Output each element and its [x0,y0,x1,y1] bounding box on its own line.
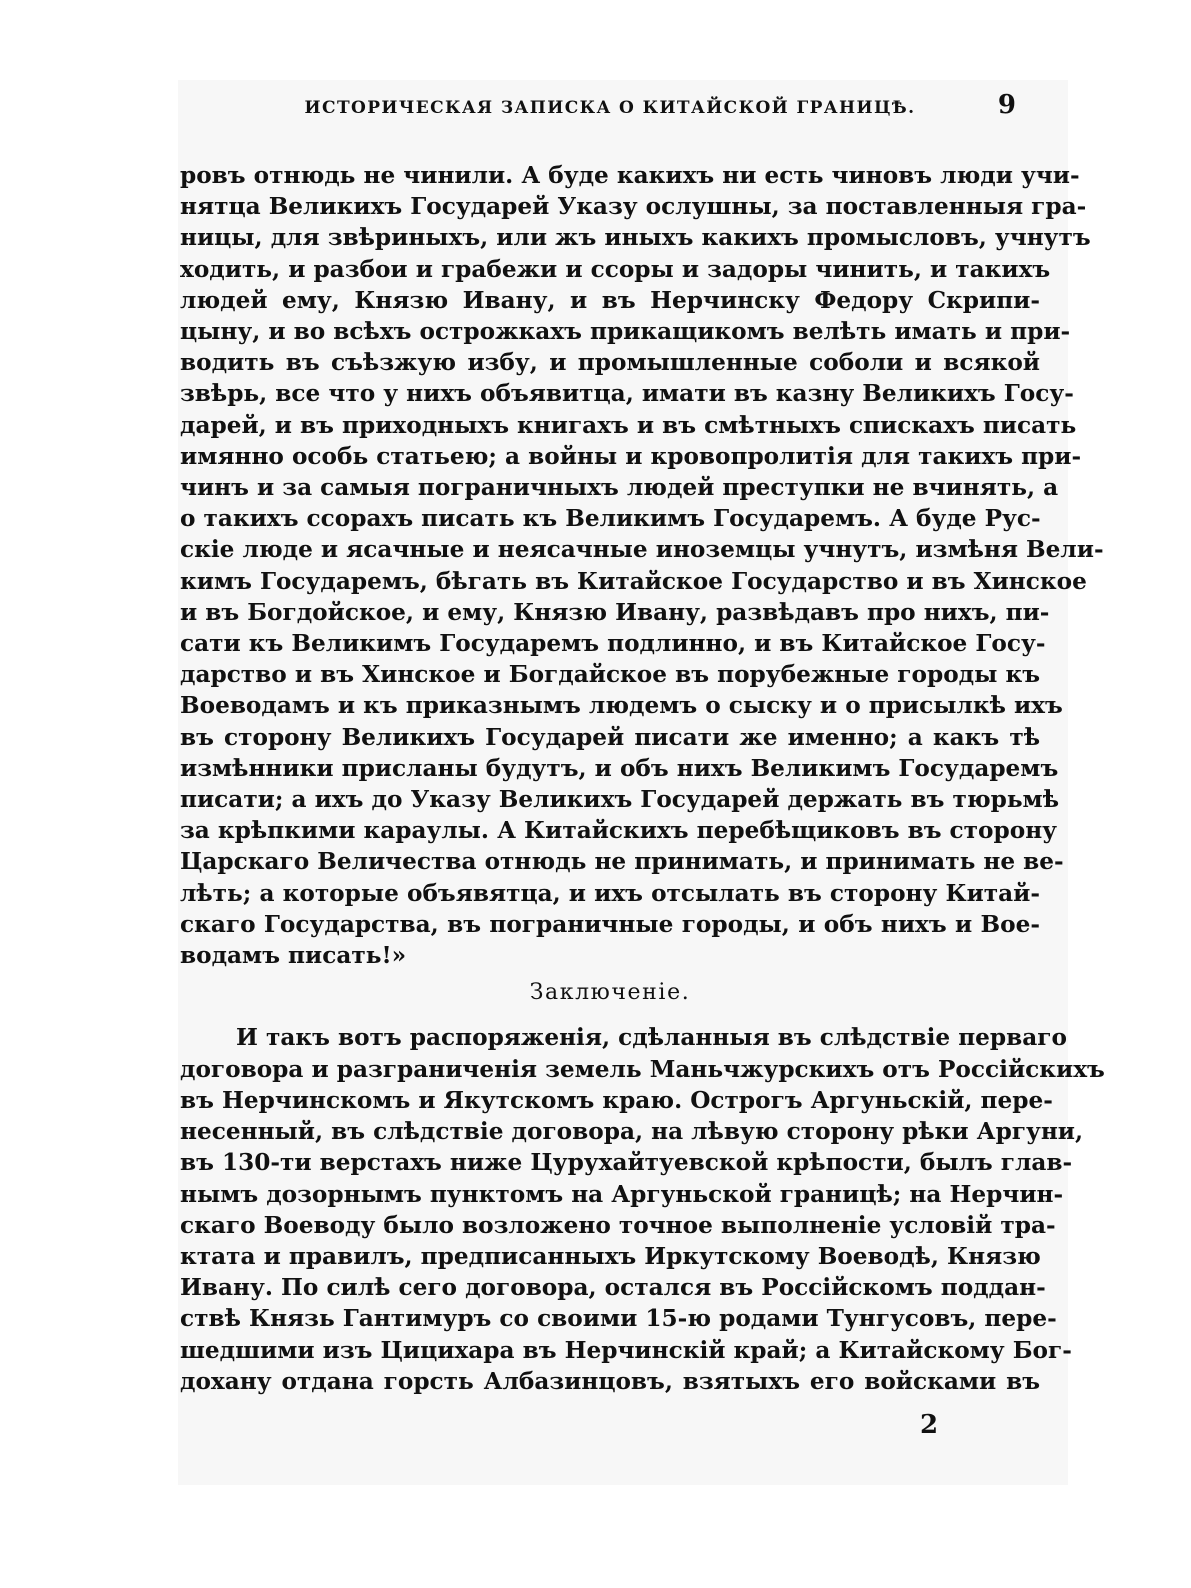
text-line: ктата и правилъ, предписанныхъ Иркутскому Воеводѣ, Князю [180,1242,1041,1270]
text-line: сати къ Великимъ Государемъ подлинно, и въ Китайское Госу- [180,630,1046,658]
text-line: въ 130-ти верстахъ ниже Цурухайтуевской крѣпости, былъ глав- [180,1149,1073,1177]
text-line: кимъ Государемъ, бѣгать въ Китайское Государство и въ Хинское [180,567,1087,595]
text-line: нымъ дозорнымъ пунктомъ на Аргуньской границѣ; на Нерчин- [180,1180,1064,1208]
body-text [180,160,1105,1397]
text-line: людей ему, Князю Ивану, и въ Нерчинску Федору Скрипи- [180,286,1040,314]
paragraph-2 [180,1022,1105,1396]
text-line: шедшими изъ Цицихара въ Нерчинскій край; а Китайскому Бог- [180,1336,1072,1364]
text-line: скаго Государства, въ пограничные городы, и объ нихъ и Вое- [180,910,1040,938]
text-line: въ Нерчинскомъ и Якутскомъ краю. Острогъ Аргуньскій, пере- [180,1086,1053,1114]
text-line: нятца Великихъ Государей Указу ослушны, за поставленныя гра- [180,193,1087,221]
text-line: за крѣпкими караулы. А Китайскихъ перебѣщиковъ въ сторону [180,817,1058,845]
text-line: водамъ писать!» [180,942,407,970]
text-line: цыну, и во всѣхъ острожкахъ прикащикомъ велѣть имать и при- [180,318,1071,346]
text-line: ницы, для звѣриныхъ, или жъ иныхъ какихъ промысловъ, учнутъ [180,224,1091,252]
text-line: о такихъ ссорахъ писать къ Великимъ Государемъ. А буде Рус- [180,505,1041,533]
text-line: И такъ вотъ распоряженія, сдѣланныя въ слѣдствіе перваго [236,1024,1067,1052]
running-title: ИСТОРИЧЕСКАЯ ЗАПИСКА О КИТАЙСКОЙ ГРАНИЦѢ. [304,98,916,118]
text-line: звѣрь, все что у нихъ объявитца, имати въ казну Великихъ Госу- [180,380,1074,408]
text-line: въ сторону Великихъ Государей писати же именно; а какъ тѣ [180,723,1040,751]
text-line: договора и разграниченія земель Маньчжурскихъ отъ Россійскихъ [180,1055,1105,1083]
text-line: и въ Богдойское, и ему, Князю Ивану, развѣдавъ про нихъ, пи- [180,598,1050,626]
text-line: ходить, и разбои и грабежи и ссоры и задоры чинить, и такихъ [180,255,1051,283]
page-number: 9 [997,90,1016,120]
text-line: Ивану. По силѣ сего договора, остался въ Россійскомъ поддан- [180,1274,1046,1302]
text-line: Царскаго Величества отнюдь не принимать, и принимать не ве- [180,848,1064,876]
text-line: ствѣ Князь Гантимуръ со своими 15-ю родами Тунгусовъ, пере- [180,1305,1057,1333]
text-line: скаго Воеводу было возложено точное выполненіе условій тра- [180,1211,1056,1239]
signature-mark: 2 [920,1410,939,1440]
text-line: лѣть; а которые объявятца, и ихъ отсылать въ сторону Китай- [180,879,1040,907]
text-line: писати; а ихъ до Указу Великихъ Государей держать въ тюрьмѣ [180,786,1060,814]
text-line: скіе люде и ясачные и неясачные иноземцы учнутъ, измѣня Вели- [180,536,1104,564]
text-line: Воеводамъ и къ приказнымъ людемъ о сыску и о присылкѣ ихъ [180,692,1063,720]
text-line: ровъ отнюдь не чинили. А буде какихъ ни есть чиновъ люди учи- [180,162,1080,189]
text-line: имянно особь статьею; а войны и кровопролитія для такихъ при- [180,442,1082,470]
text-line: дохану отдана горсть Албазинцовъ, взятыхъ его войсками въ [180,1367,1040,1395]
text-line: чинъ и за самыя пограничныхъ людей преступки не вчинять, а [180,474,1059,502]
page-header [180,92,1040,126]
text-line: водить въ съѣзжую избу, и промышленные соболи и всякой [180,349,1040,377]
text-line: дарство и въ Хинское и Богдайское въ порубежные городы къ [180,661,1040,689]
text-line: дарей, и въ приходныхъ книгахъ и въ смѣтныхъ спискахъ писать [180,411,1077,439]
section-heading: Заключеніе. [529,980,691,1006]
document-page [180,90,1105,1397]
text-line: несенный, въ слѣдствіе договора, на лѣвую сторону рѣки Аргуни, [180,1118,1084,1146]
text-line: измѣнники присланы будутъ, и объ нихъ Великимъ Государемъ [180,754,1059,782]
paragraph-1 [180,160,1104,971]
